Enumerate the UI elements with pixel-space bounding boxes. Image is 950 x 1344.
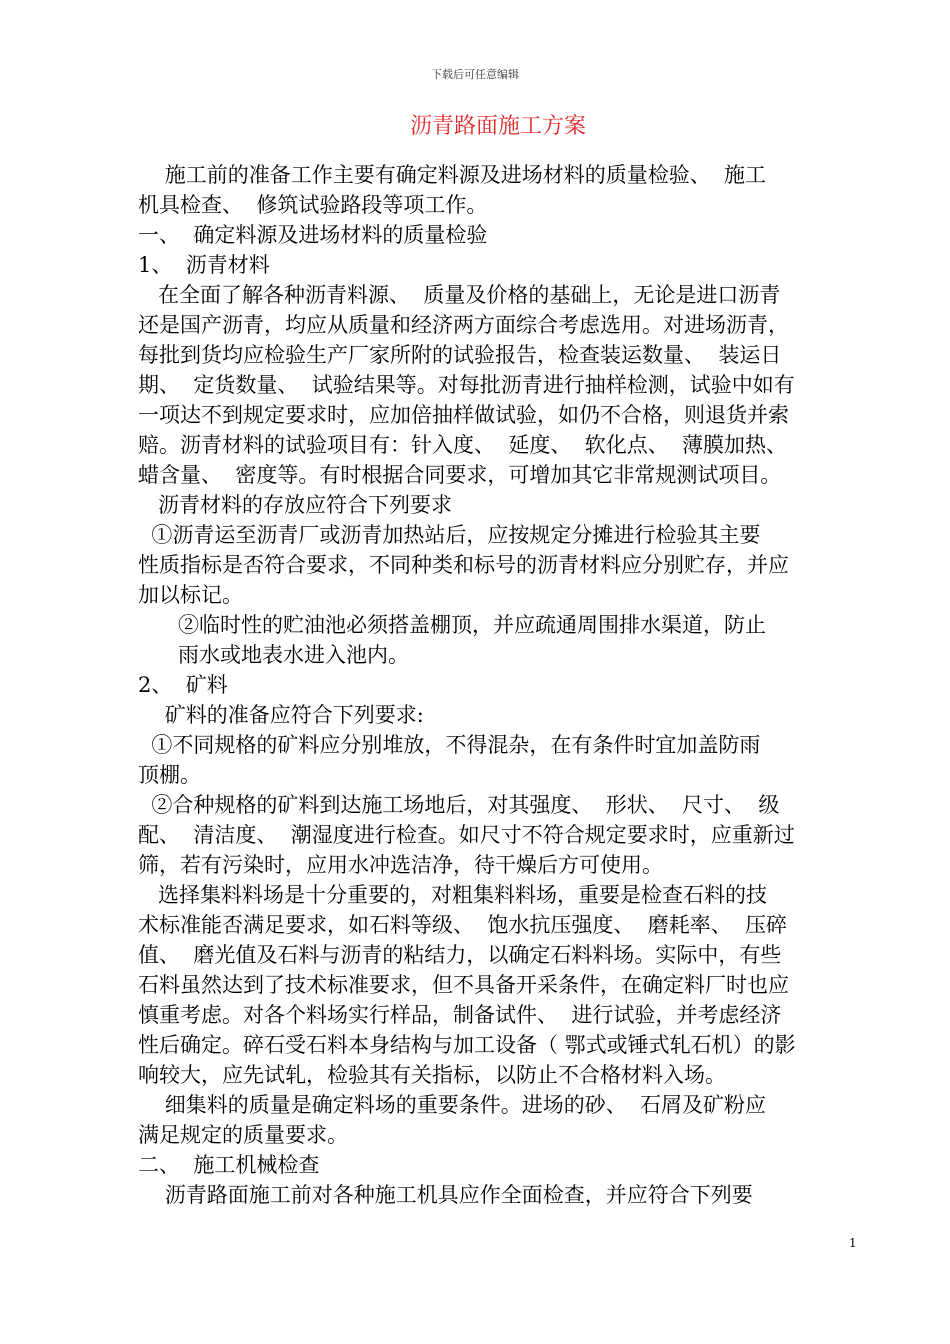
text-line: 满足规定的质量要求。 [138,1123,348,1147]
text-line: ②合种规格的矿料到达施工场地后，对其强度、 形状、 尺寸、 级 [138,793,780,817]
text-line: 一项达不到规定要求时，应加倍抽样做试验，如仍不合格，则退货并索 [138,403,789,427]
text-line: 配、 清洁度、 潮湿度进行检查。如尺寸不符合规定要求时，应重新过 [138,823,795,847]
text-line: 2、 矿料 [138,673,228,697]
text-line: 术标准能否满足要求，如石料等级、 饱水抗压强度、 磨耗率、 压碎 [138,913,788,937]
text-line: 赔。沥青材料的试验项目有：针入度、 延度、 软化点、 薄膜加热、 [138,433,788,457]
text-line: 施工前的准备工作主要有确定料源及进场材料的质量检验、 施工 [138,163,767,187]
text-line: 1、 沥青材料 [138,253,270,277]
text-line: 矿料的准备应符合下列要求: [138,703,424,727]
text-line: 选择集料料场是十分重要的，对粗集料料场，重要是检查石料的技 [138,883,768,907]
text-line: 机具检查、 修筑试验路段等项工作。 [138,193,488,217]
text-line: 在全面了解各种沥青料源、 质量及价格的基础上，无论是进口沥青 [138,283,781,307]
text-line: 性质指标是否符合要求，不同种类和标号的沥青材料应分别贮存，并应 [138,553,789,577]
text-line: 慎重考虑。对各个料场实行样品，制备试件、 进行试验，并考虑经济 [138,1003,782,1027]
header-note: 下载后可任意编辑 [431,68,519,81]
text-line: 顶棚。 [138,763,201,787]
text-line: ②临时性的贮油池必须搭盖棚顶，并应疏通周围排水渠道，防止 [138,613,767,637]
text-line: 响较大，应先试轧，检验其有关指标，以防止不合格材料入场。 [138,1063,726,1087]
page-number: 1 [849,1236,857,1250]
document-title: 沥青路面施工方案 [409,114,586,139]
text-line: 期、 定货数量、 试验结果等。对每批沥青进行抽样检测，试验中如有 [138,373,795,397]
text-line: 还是国产沥青，均应从质量和经济两方面综合考虑选用。对进场沥青， [138,313,789,337]
text-line: 筛，若有污染时，应用水冲选洁净，待干燥后方可使用。 [138,853,663,877]
document-body [138,160,862,1210]
text-line: 沥青材料的存放应符合下列要求 [138,493,453,517]
text-line: 沥青路面施工前对各种施工机具应作全面检查，并应符合下列要 [138,1183,753,1207]
text-line: 石料虽然达到了技术标准要求，但不具备开采条件，在确定料厂时也应 [138,973,789,997]
text-line: 值、 磨光值及石料与沥青的粘结力，以确定石料料场。实际中，有些 [138,943,782,967]
text-line: 二、 施工机械检查 [138,1153,320,1177]
text-line: 雨水或地表水进入池内。 [138,643,410,667]
text-line: 一、 确定料源及进场材料的质量检验 [138,223,488,247]
text-line: ①不同规格的矿料应分别堆放，不得混杂，在有条件时宜加盖防雨 [138,733,761,757]
text-line: 性后确定。碎石受石料本身结构与加工设备（ 鄂式或锤式轧石机）的影 [138,1033,796,1057]
text-line: ①沥青运至沥青厂或沥青加热站后，应按规定分摊进行检验其主要 [138,523,761,547]
text-line: 每批到货均应检验生产厂家所附的试验报告，检查装运数量、 装运日 [138,343,782,367]
text-line: 加以标记。 [138,583,243,607]
text-line: 蜡含量、 密度等。有时根据合同要求，可增加其它非常规测试项目。 [138,463,782,487]
text-line: 细集料的质量是确定料场的重要条件。进场的砂、 石屑及矿粉应 [138,1093,767,1117]
